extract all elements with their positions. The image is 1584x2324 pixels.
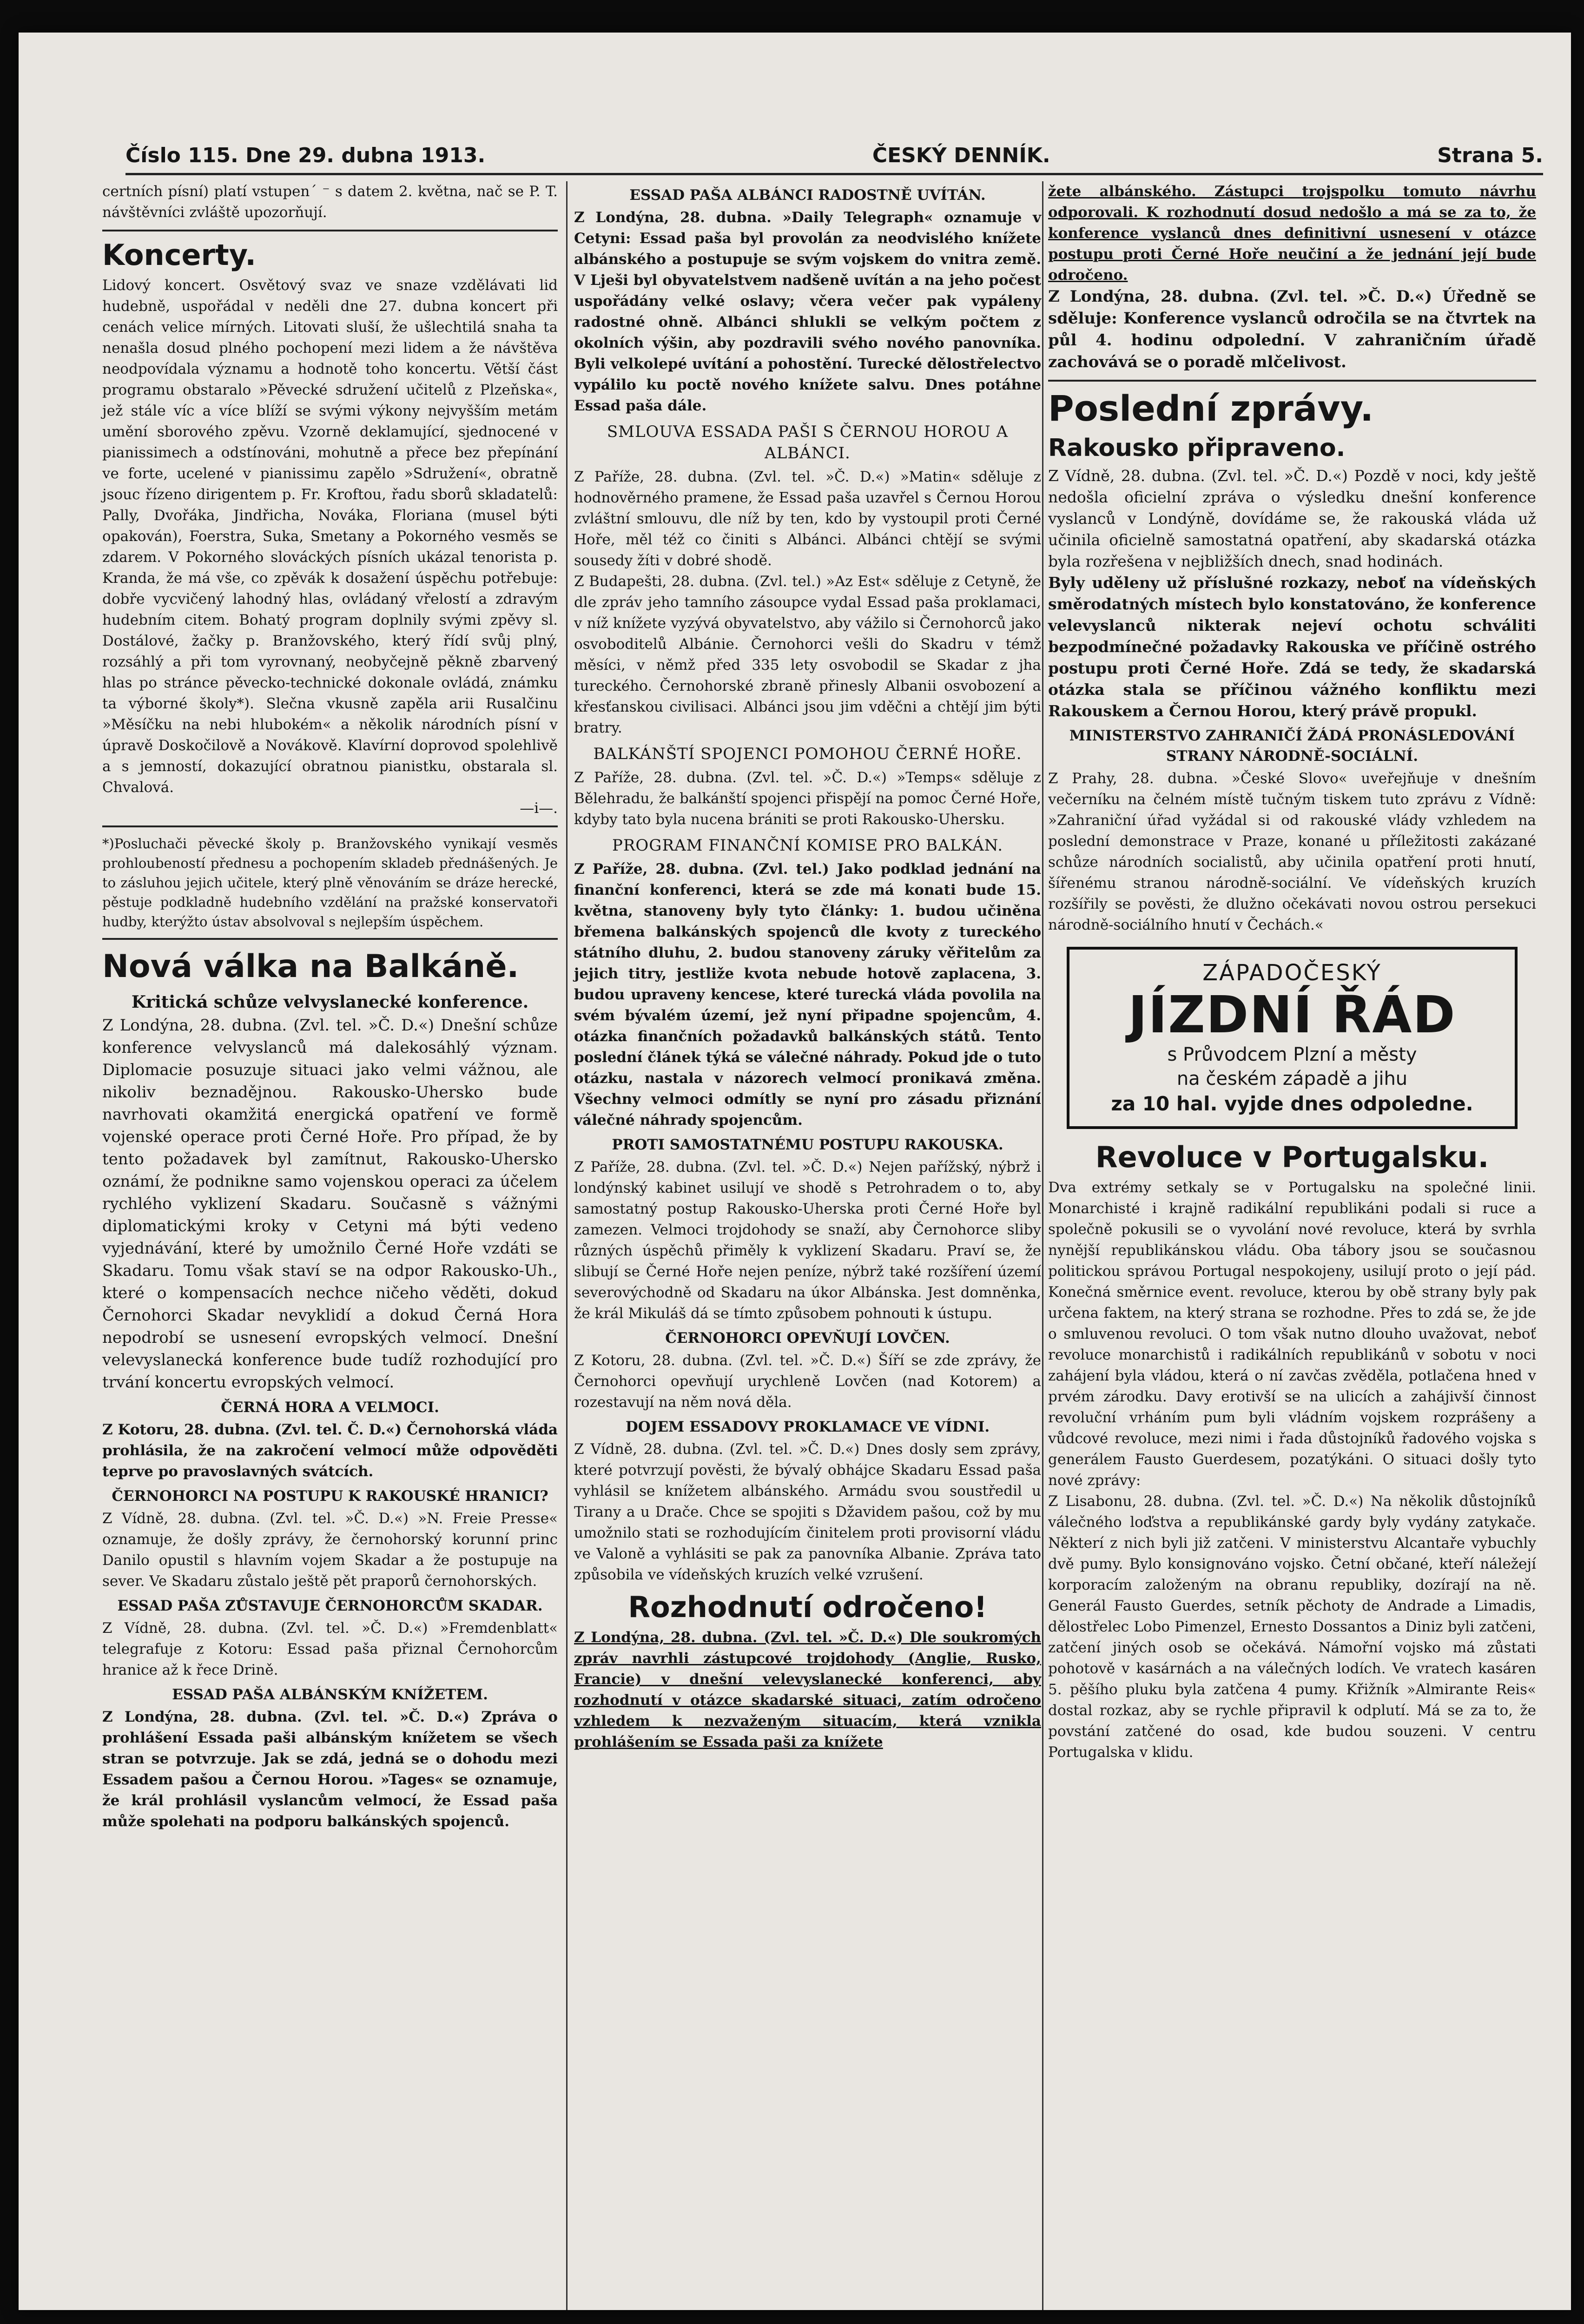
article-body: Z Lisabonu, 28. dubna. (Zvl. tel. »Č. D.«) Na několik důstojníků válečného loďstva a republikánské gardy byly vydány zatykače. Některí z nich byli již zatčeni. V ministerstvu Alcantaře vybuchly dvě pumy. Bylo konsignováno vojsko. Četní občané, kteří náležejí korporacím založeným na obranu republiky, dozírají na ně. Generál Fausto Guerdes, setník pěchoty de Andrade a Limadis, dělostřelec Lobo Pimenzel, Ernesto Dossantos a Diniz byli zatčeni, zatčení jiných osob se očekává. Námořní vojsko má zůstati pohotově v kasárnách a na válečných lodích. Ve vratech kasáren 5. pěšího pluku byla zatčena 4 pumy. Křižník »Almirante Reis« dostal rozkaz, aby se rychle připravil k odplutí. Má se za to, že povstání zatčené do osad, kde budou souzeni. V centru Portugalska v klidu. <box>1048 1493 1536 1761</box>
column-3 <box>1048 181 1536 1763</box>
headline: Nová válka na Balkáně. <box>102 948 519 985</box>
newspaper-page <box>19 33 1571 2310</box>
article-body: Z Paříže, 28. dubna. (Zvl. tel. »Č. D.«) »Matin« sděluje z hodnověrného pramene, že Essad paša uzavřel s Černou Horou zvláštní smlouvu, dle níž by ten, kdo by vystoupil proti Černé Hoře, měl též co činiti s Albánci. Albánci chtějí se svými sousedy žíti v dobré shodě. <box>574 469 1041 569</box>
timetable-advertisement <box>1067 947 1518 1129</box>
article-title: ČERNOHORCI OPEVŇUJÍ LOVČEN. <box>665 1330 950 1347</box>
article-title: ESSAD PAŠA ZŮSTAVUJE ČERNOHORCŮM SKADAR. <box>117 1598 543 1614</box>
article-body: Z Londýna, 28. dubna. (Zvl. tel. »Č. D.«) Dnešní schůze konference velvyslanců má dalekosáhlý význam. Diplomacie posuzuje situaci jako velmi vážnou, ale nikoliv beznadějnou. Rakousko-Uhersko bude navrhovati okamžitá energická opatření ve formě vojenské operace proti Černé Hoře. Pro případ, že by tento požadavek byl zamítnut, Rakousko-Uhersko oznámí, že podnikne samo vojenskou operaci za účelem rychlého vyklizení Skadaru. Současně s vážnými diplomatickými kroky v Cetyni má býti vedeno vyjednávání, které by umožnilo Černé Hoře vzdáti se Skadaru. Tomu však staví se na odpor Rakousko-Uh., které o kompensacích nechce ničeho věděti, dokud Černohorci Skadar nevyklidí a dokud Černá Hora nepodrobí se usnesení evropských velmocí. Dnešní velevyslanecká konference bude tudíž rozhodující pro trvání koncertu evropských velmocí. <box>102 1016 558 1392</box>
article-body: Byly uděleny už příslušné rozkazy, neboť na vídeňských směrodatných místech bylo konstatováno, že konference velevyslanců nikterak nejeví ochotu schváliti bezpodmínečné požadavky Rakouska ve příčině ostrého postupu proti Černé Hoře. Zdá se tedy, že skadarská otázka stala se příčinou vážného konfliktu mezi Rakouskem a Černou Horou, který právě propukl. <box>1048 574 1536 720</box>
issue-date: Číslo 115. Dne 29. dubna 1913. <box>125 144 486 167</box>
headline: Rozhodnutí odročeno! <box>628 1590 987 1624</box>
article-body: Z Budapešti, 28. dubna. (Zvl. tel.) »Az Est« sděluje z Cetyně, že dle zpráv jeho tamního zásoupce vydal Essad paša proklamaci, v níž knížete vyzývá obyvatelstvo, aby vážilo si Černohorců jako osvoboditelů Albánie. Černohorci vešli do Skadru v témž měsíci, v němž před 335 lety osvobodil se Skadar z jha tureckého. Černohorské zbraně přinesly Albanii osvobození a křesťanskou civilisaci. Albánci jsou jim vděčni a chtějí jim býti bratry. <box>574 573 1041 736</box>
divider <box>102 230 558 231</box>
ad-title: JÍZDNÍ ŘÁD <box>1128 985 1456 1044</box>
column-divider <box>1042 181 1043 2310</box>
article-title: ČERNOHORCI NA POSTUPU K RAKOUSKÉ HRANICI? <box>112 1488 548 1505</box>
article-body: Z Vídně, 28. dubna. (Zvl. tel. »Č. D.«) Dnes dosly sem zprávy, které potvrzují pověsti, že bývalý obhájce Skadaru Essad paša vyhlásil se knížetem albánského. Armádu svou soustředil u Tirany a u Drače. Chce se spojiti s Džavidem pašou, což by mu umožnilo stati se rozhodujícím činitelem proti provisorní vládu ve Valoně a vyhlásiti se pak za panovníka Albanie. Zpráva tato způsobila ve vídeňských kruzích velké vzrušení. <box>574 1441 1041 1583</box>
masthead: ČESKÝ DENNÍK. <box>872 144 1050 167</box>
footnote: *)Posluchači pěvecké školy p. Branžovského vynikají vesměs prohloubeností přednesu a pochopením skladeb přednášených. Je to zásluhou jejich učitele, který plně věnováním se dráze herecké, pěstuje podkladně hudebního vzdělání na pražské konservatoři hudby, kterýžto ústav absolvoval s nejlepším úspěchem. <box>102 836 558 930</box>
article-body: Lidový koncert. Osvětový svaz ve snaze vzdělávati lid hudebně, uspořádal v neděli dne 27. dubna koncert při cenách velice mírných. Litovati sluší, že ušlechtilá snaha ta nenašla dosud plného pochopení mezi lidem a že návštěva neodpovídala významu a hodnotě toho koncertu. Větší část programu obstaralo »Pěvecké sdružení učitelů z Plzeňska«, jež stále víc a více blíží se svými výkony nejvyšším metám umění sborového zpěvu. Vzorně deklamující, sjednocené v pianissimech a odstínováni, mohutně a přece bez přepínání ve forte, ucelené v pianissimu zapělo »Sdružení«, obratně jsouc řízeno dirigentem p. Fr. Kroftou, řadu sborů skladatelů: Pally, Dvořáka, Jindřicha, Nováka, Floriana (musel býti opakován), Foerstra, Suka, Smetany a Pokorného vesměs se zdarem. V Pokorného slováckých písních ukázal tenorista p. Kranda, že má vše, co zpěvák k dosažení úspěchu potřebuje: dobře vycvičený lahodný hlas, ovládaný vřelostí a zdravým hudebním citem. Bohatý program doplnily svými zpěvy sl. Dostálové, žačky p. Branžovského, který řídí svůj plný, rozsáhlý a při tom vyrovnaný, neobyčejně pěkně zbarvený hlas po stránce pěvecko-technické dokonale ovládá, známku ta výborné školy*). Slečna vkusně zapěla arii Rusalčinu »Měsíčku na nebi hlubokém« a několik národních písní v úpravě Doskočilově a Novákově. Klavírní doprovod spolehlivě a s jemností, dokazující obratnou pianistku, obstarala sl. Chvalová. <box>102 277 558 796</box>
article-body: Z Londýna, 28. dubna. (Zvl. tel. »Č. D.«) Zpráva o prohlášení Essada paši albánským knížetem se všech stran se potvrzuje. Jak se zdá, jedná se o dohodu mezi Essadem pašou a Černou Horou. »Tages« se oznamuje, že král prohlásil vyslancům velmocí, že Essad paša může spolehati na podporu balkánských spojenců. <box>102 1709 558 1830</box>
ad-line: za 10 hal. vyjde dnes odpoledne. <box>1111 1092 1473 1115</box>
subheadline: Kritická schůze velvyslanecké konference. <box>131 992 529 1012</box>
subheadline: Rakousko připraveno. <box>1048 434 1346 462</box>
ad-line: na českém západě a jihu <box>1176 1068 1408 1089</box>
section-title: Koncerty. <box>102 238 256 272</box>
article-title: ESSAD PAŠA ALBÁNCI RADOSTNĚ UVÍTÁN. <box>629 187 986 204</box>
page-number: Strana 5. <box>1437 144 1543 167</box>
article-title: DOJEM ESSADOVY PROKLAMACE VE VÍDNI. <box>625 1419 990 1435</box>
intro-text: certních písní) platí vstupen´ ⁻ s datem 2. května, nač se P. T. návštěvníci zvláště upozorňují. <box>102 183 558 221</box>
article-title: MINISTERSTVO ZAHRANIČÍ ŽÁDÁ PRONÁSLEDOVÁNÍ STRANY NÁRODNĚ-SOCIÁLNÍ. <box>1069 727 1515 765</box>
article-body: Z Londýna, 28. dubna. (Zvl. tel. »Č. D.«) Úředně se sděluje: Konference vyslanců odročila se na čtvrtek na půl 4. hodinu odpolední. V zahraničním úřadě zachovává se o poradě mlčelivost. <box>1048 287 1536 371</box>
article-body: Z Paříže, 28. dubna. (Zvl. tel.) Jako podklad jednání na finanční konferenci, která se zde má konati bude 15. května, stanoveny byly tyto články: 1. budou učiněna břemena balkánských spojenců dle kvoty z tureckého státního dluhu, 2. budou stanoveny záruky věřitelům za jejich titry, jestliže kvota nebude hotově zaplacena, 3. budou upraveny kencese, které turecká vláda povolila na svém bývalém území, jež nyní připadne spojencům, 4. otázka finančních požadavků balkánských států. Tento poslední článek týká se válečné náhrady. Pokud jde o tuto otázku, nastala v názorech velmocí pronikavá změna. Všechny velmoci odmítly se nyní pro zásadu přiznání válečné náhrady spojencům. <box>574 861 1041 1129</box>
article-title: SMLOUVA ESSADA PAŠI S ČERNOU HOROU A ALBÁNCI. <box>607 423 1009 462</box>
article-title: ESSAD PAŠA ALBÁNSKÝM KNÍŽETEM. <box>172 1686 488 1703</box>
article-body: Z Paříže, 28. dubna. (Zvl. tel. »Č. D.«) Nejen pařížský, nýbrž i londýnský kabinet usilují ve shodě s Petrohradem o to, aby samostatný postup Rakousko-Uherska proti Černé Hoře byl zamezen. Velmoci trojdohody se snaží, aby Černohorce sliby různých úspěchů přiměly k vyklizení Skadaru. Praví se, že slibují se Černé Hoře nejen peníze, nýbrž také rozšíření území severovýchodně od Skadaru na úkor Albánska. Jest domněnka, že král Mikuláš dá se tímto způsobem pohnouti k ústupu. <box>574 1159 1041 1322</box>
article-body: žete albánského. Zástupci trojspolku tomuto návrhu odporovali. K rozhodnutí dosud nedošlo a má se za to, že konference vyslanců dnes definitivní usnesení v otázce postupu proti Černé Hoře neučiní a že jednání její bude odročeno. <box>1048 183 1536 284</box>
headline: Revoluce v Portugalsku. <box>1095 1140 1489 1174</box>
article-body: Z Kotoru, 28. dubna. (Zvl. tel. Č. D.«) Černohorská vláda prohlásila, že na zakročení velmocí může odpověděti teprve po pravoslavných svátcích. <box>102 1421 558 1480</box>
ad-line: ZÁPADOČESKÝ <box>1202 960 1382 986</box>
article-body: Z Vídně, 28. dubna. (Zvl. tel. »Č. D.«) »N. Freie Presse« oznamuje, že došly zprávy, že černohorský korunní princ Danilo opustil s hlavním vojem Skadar a že postupuje na sever. Ve Skadaru zůstalo ještě pět praporů černohorských. <box>102 1510 558 1590</box>
divider <box>102 825 558 827</box>
article-title: PROGRAM FINANČNÍ KOMISE PRO BALKÁN. <box>612 836 1003 855</box>
article-title: ČERNÁ HORA A VELMOCI. <box>221 1399 439 1416</box>
divider <box>1048 380 1536 382</box>
section-title: Poslední zprávy. <box>1048 388 1374 429</box>
article-title: PROTI SAMOSTATNÉMU POSTUPU RAKOUSKA. <box>612 1136 1003 1153</box>
article-body: Z Londýna, 28. dubna. »Daily Telegraph« oznamuje v Cetyni: Essad paša byl provolán za neodvislého knížete albánského a postupuje se svým vojskem do vnitra země. V Lješi byl obyvatelstvem nadšeně uvítán a na jeho počest uspořádány velké oslavy; včera večer pak vypáleny radostné ohně. Albánci shlukli se velkým počtem z okolních výšin, aby pozdravili svého nového panovníka. Byli velkolepé uvítání a pohostění. Turecké dělostřelectvo vypálilo ku poctě nového knížete salvu. Dnes potáhne Essad paša dále. <box>574 209 1041 414</box>
article-body: Dva extrémy setkaly se v Portugalsku na společné linii. Monarchisté i krajně radikální republikáni podali si ruce a společně pokusili se o vyvolání nové revoluce, která by svrhla nynější republikánskou vládu. Oba tábory jsou se současnou politickou správou Portugal nespokojeny, usilují proto o její pád. Konečná směrnice event. revoluce, kterou by obě strany byly pak určena faktem, na který strana se rozhodne. Přes to zdá se, že jde o smluvenou revoluci. O tom však nutno dlouho uvažovat, neboť revoluce monarchistů i radikálních republikánů v sobotu v noci zahájení byla vládou, která o ní zavčas zvěděla, potlačena hned v prvém zárodku. Davy erotivší se na ulicích a zahájivší činnost revoluční vrháním pum byli vládním vojskem rozprášeny a vůdcové revoluce, mezi nimi i řada důstojníků řadového vojska s generálem Fausto Guerdesem, pozatýkáni. O situaci došly tyto nové zprávy: <box>1048 1179 1536 1489</box>
page-header <box>125 130 1543 175</box>
article-title: BALKÁNŠTÍ SPOJENCI POMOHOU ČERNÉ HOŘE. <box>593 745 1022 763</box>
article-body: Z Kotoru, 28. dubna. (Zvl. tel. »Č. D.«) Šíří se zde zprávy, že Černohorci opevňují urychleně Lovčen (nad Kotorem) a rozestavují na něm nová děla. <box>574 1352 1041 1411</box>
column-1 <box>102 181 558 1832</box>
divider <box>102 938 558 940</box>
article-body: Z Prahy, 28. dubna. »České Slovo« uveřejňuje v dnešním večerníku na čelném místě tučným tiskem tuto zprávu z Vídně: »Zahraniční úřad vyžádal si od rakouské vlády vzhledem na poslední demonstrace v Praze, konané u příležitosti zakázané schůze národních socialistů, aby učinila opatření proti hnutí, šířenému stranou národně-sociální. Ve vídeňských kruzích rozšířily se pověsti, že dlužno očekávati novou ostrou persekuci národně-sociálního hnutí v Čechách.« <box>1048 770 1536 933</box>
column-2 <box>574 181 1041 1753</box>
article-body: Z Paříže, 28. dubna. (Zvl. tel. »Č. D.«) »Temps« sděluje z Bělehradu, že balkánští spojenci přispějí na pomoc Černé Hoře, kdyby tato byla nucena brániti se proti Rakousko-Uhersku. <box>574 769 1041 828</box>
article-body: Z Londýna, 28. dubna. (Zvl. tel. »Č. D.«) Dle soukromých zpráv navrhli zástupcové trojdohody (Anglie, Rusko, Francie) v dnešní velevyslanecké konferenci, aby rozhodnutí v otázce skadarské situaci, zatím odročeno vzhledem k nezvaženým situacím, která vznikla prohlášením se Essada paši za knížete <box>574 1629 1041 1750</box>
article-body: Z Vídně, 28. dubna. (Zvl. tel. »Č. D.«) »Fremdenblatt« telegrafuje z Kotoru: Essad paša přiznal Černohorcům hranice až k řece Drině. <box>102 1620 558 1678</box>
article-signature: —i—. <box>520 800 558 817</box>
ad-line: s Průvodcem Plzní a městy <box>1167 1044 1417 1065</box>
scan-edge <box>0 0 19 2324</box>
article-body: Z Vídně, 28. dubna. (Zvl. tel. »Č. D.«) Pozdě v noci, kdy ještě nedošla oficielní zpráva o výsledku dnešní konference vyslanců v Londýně, dovídáme se, že rakouská vláda už učinila oficielně samostatná opatření, aby skadarská otázka byla rozřešena v nejbližších dnech, snad hodinách. <box>1048 467 1536 570</box>
column-divider <box>566 181 568 2310</box>
